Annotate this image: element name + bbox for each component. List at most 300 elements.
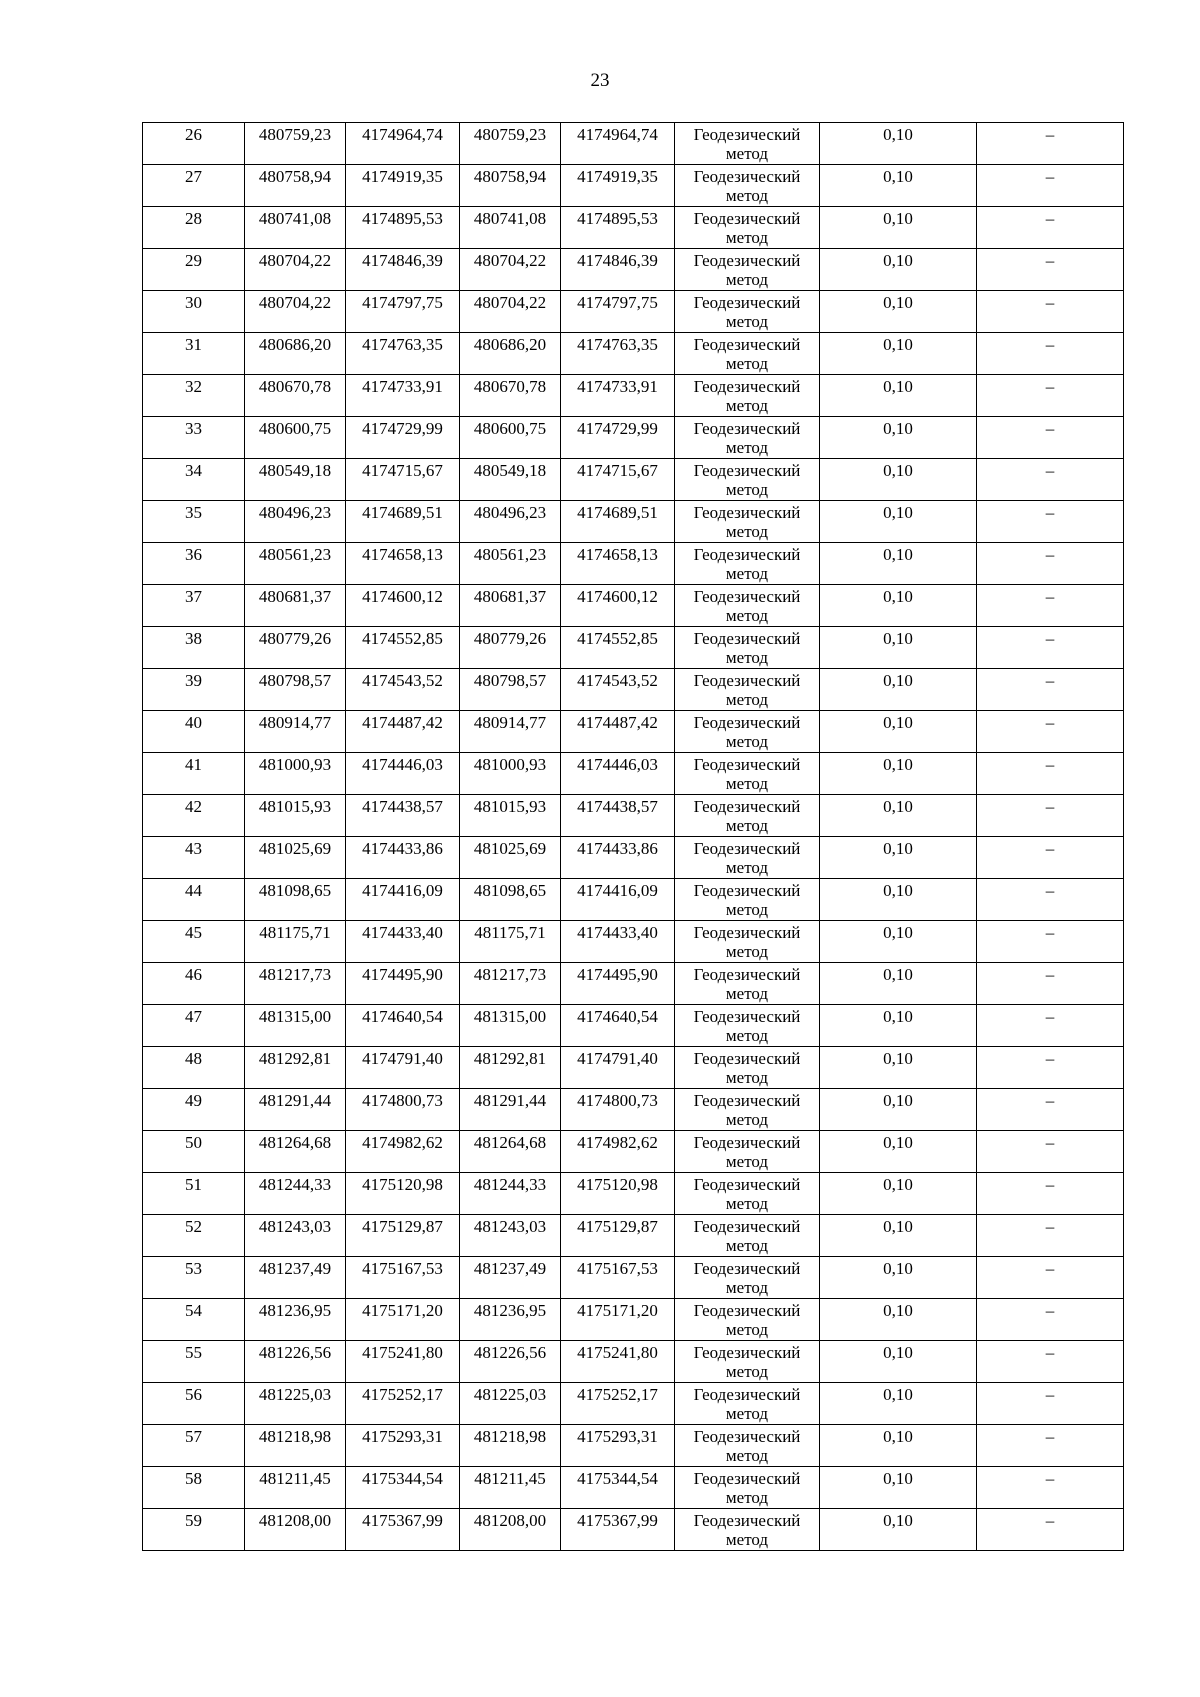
point-number-cell — [143, 1257, 245, 1299]
y-existing-value: 4175120,98 — [362, 1175, 443, 1194]
method-cell — [675, 459, 820, 501]
y-clarified-cell — [561, 543, 675, 585]
point-number-value: 42 — [185, 797, 202, 816]
point-number-value: 28 — [185, 209, 202, 228]
x-clarified-cell — [460, 585, 561, 627]
method-cell — [675, 1425, 820, 1467]
y-existing-cell — [346, 1215, 460, 1257]
y-existing-value: 4174433,86 — [362, 839, 443, 858]
note-cell — [977, 333, 1124, 375]
method-cell — [675, 1047, 820, 1089]
x-existing-cell — [245, 1257, 346, 1299]
x-existing-value: 480561,23 — [258, 545, 332, 564]
x-clarified-cell — [460, 1173, 561, 1215]
accuracy-cell — [820, 795, 977, 837]
y-existing-cell — [346, 501, 460, 543]
method-line-2: метод — [725, 186, 769, 205]
x-existing-value: 480670,78 — [258, 377, 332, 396]
accuracy-cell — [820, 333, 977, 375]
table-body — [143, 123, 1124, 1551]
y-clarified-cell — [561, 417, 675, 459]
y-existing-value: 4174552,85 — [362, 629, 443, 648]
y-clarified-cell — [561, 1383, 675, 1425]
method-cell — [675, 1341, 820, 1383]
point-number-value: 43 — [185, 839, 202, 858]
method-line-2: метод — [725, 648, 769, 667]
method-line-2: метод — [725, 480, 769, 499]
method-line-1: Геодезический — [693, 1385, 801, 1404]
method-line-1: Геодезический — [693, 797, 801, 816]
point-number-cell — [143, 1131, 245, 1173]
x-existing-value: 481211,45 — [259, 1469, 331, 1488]
x-existing-cell — [245, 837, 346, 879]
x-clarified-value: 480496,23 — [473, 503, 547, 522]
accuracy-cell — [820, 1089, 977, 1131]
x-existing-cell — [245, 249, 346, 291]
method-line-1: Геодезический — [693, 335, 801, 354]
note-cell — [977, 543, 1124, 585]
method-line-2: метод — [725, 1152, 769, 1171]
y-clarified-value: 4175129,87 — [577, 1217, 658, 1236]
x-existing-cell — [245, 1215, 346, 1257]
method-line-1: Геодезический — [693, 251, 801, 270]
method-line-2: метод — [725, 354, 769, 373]
method-line-1: Геодезический — [693, 587, 801, 606]
accuracy-value: 0,10 — [883, 965, 913, 984]
y-clarified-value: 4174715,67 — [577, 461, 658, 480]
note-cell — [977, 795, 1124, 837]
y-clarified-cell — [561, 1467, 675, 1509]
method-line-2: метод — [725, 1530, 769, 1549]
x-clarified-value: 481315,00 — [473, 1007, 547, 1026]
x-clarified-cell — [460, 1005, 561, 1047]
accuracy-cell — [820, 249, 977, 291]
x-existing-cell — [245, 1131, 346, 1173]
x-clarified-value: 480758,94 — [473, 167, 547, 186]
x-clarified-value: 481292,81 — [473, 1049, 547, 1068]
table-row — [143, 1131, 1124, 1173]
note-cell — [977, 375, 1124, 417]
method-line-1: Геодезический — [693, 1217, 801, 1236]
accuracy-value: 0,10 — [883, 1301, 913, 1320]
point-number-value: 30 — [185, 293, 202, 312]
note-cell — [977, 207, 1124, 249]
accuracy-cell — [820, 417, 977, 459]
method-line-2: метод — [725, 270, 769, 289]
table-row — [143, 921, 1124, 963]
accuracy-cell — [820, 879, 977, 921]
x-clarified-cell — [460, 333, 561, 375]
accuracy-value: 0,10 — [883, 1217, 913, 1236]
x-clarified-cell — [460, 375, 561, 417]
table-row — [143, 1257, 1124, 1299]
point-number-cell — [143, 1383, 245, 1425]
point-number-cell — [143, 1089, 245, 1131]
x-clarified-value: 481015,93 — [473, 797, 547, 816]
point-number-cell — [143, 543, 245, 585]
accuracy-cell — [820, 963, 977, 1005]
x-existing-cell — [245, 1089, 346, 1131]
x-existing-value: 481217,73 — [258, 965, 332, 984]
y-existing-value: 4174846,39 — [362, 251, 443, 270]
point-number-value: 29 — [185, 251, 202, 270]
x-existing-cell — [245, 459, 346, 501]
point-number-cell — [143, 669, 245, 711]
method-cell — [675, 333, 820, 375]
x-existing-value: 481243,03 — [258, 1217, 332, 1236]
accuracy-value: 0,10 — [883, 1259, 913, 1278]
table-row — [143, 711, 1124, 753]
note-value: – — [1045, 377, 1055, 396]
y-existing-cell — [346, 1173, 460, 1215]
point-number-cell — [143, 585, 245, 627]
y-clarified-value: 4174846,39 — [577, 251, 658, 270]
y-existing-value: 4174800,73 — [362, 1091, 443, 1110]
y-existing-cell — [346, 333, 460, 375]
accuracy-value: 0,10 — [883, 461, 913, 480]
x-clarified-cell — [460, 669, 561, 711]
y-existing-cell — [346, 1257, 460, 1299]
y-clarified-cell — [561, 1425, 675, 1467]
x-clarified-value: 481244,33 — [473, 1175, 547, 1194]
point-number-value: 51 — [185, 1175, 202, 1194]
note-cell — [977, 291, 1124, 333]
table-row — [143, 795, 1124, 837]
method-line-2: метод — [725, 438, 769, 457]
point-number-cell — [143, 1215, 245, 1257]
table-row — [143, 1509, 1124, 1551]
y-clarified-cell — [561, 669, 675, 711]
table-row — [143, 669, 1124, 711]
x-clarified-value: 481000,93 — [473, 755, 547, 774]
x-clarified-cell — [460, 123, 561, 165]
accuracy-value: 0,10 — [883, 1091, 913, 1110]
method-line-1: Геодезический — [693, 1049, 801, 1068]
accuracy-value: 0,10 — [883, 335, 913, 354]
x-clarified-cell — [460, 207, 561, 249]
point-number-value: 45 — [185, 923, 202, 942]
y-existing-cell — [346, 879, 460, 921]
point-number-value: 55 — [185, 1343, 202, 1362]
point-number-value: 36 — [185, 545, 202, 564]
y-existing-value: 4175344,54 — [362, 1469, 443, 1488]
y-existing-cell — [346, 375, 460, 417]
y-clarified-value: 4174895,53 — [577, 209, 658, 228]
note-value: – — [1045, 1427, 1055, 1446]
method-cell — [675, 417, 820, 459]
x-clarified-value: 480741,08 — [473, 209, 547, 228]
accuracy-cell — [820, 711, 977, 753]
method-cell — [675, 669, 820, 711]
note-value: – — [1045, 125, 1055, 144]
x-existing-value: 481025,69 — [258, 839, 332, 858]
point-number-cell — [143, 1005, 245, 1047]
point-number-value: 34 — [185, 461, 202, 480]
x-clarified-cell — [460, 165, 561, 207]
y-clarified-value: 4174433,86 — [577, 839, 658, 858]
x-clarified-value: 480600,75 — [473, 419, 547, 438]
y-existing-cell — [346, 1425, 460, 1467]
x-clarified-value: 481218,98 — [473, 1427, 547, 1446]
note-cell — [977, 627, 1124, 669]
method-line-1: Геодезический — [693, 1091, 801, 1110]
note-value: – — [1045, 1049, 1055, 1068]
y-clarified-value: 4174689,51 — [577, 503, 658, 522]
note-value: – — [1045, 671, 1055, 690]
x-clarified-cell — [460, 1383, 561, 1425]
note-cell — [977, 753, 1124, 795]
y-clarified-cell — [561, 627, 675, 669]
x-existing-cell — [245, 795, 346, 837]
accuracy-value: 0,10 — [883, 797, 913, 816]
method-line-1: Геодезический — [693, 1007, 801, 1026]
point-number-cell — [143, 921, 245, 963]
x-clarified-cell — [460, 1089, 561, 1131]
y-existing-value: 4174433,40 — [362, 923, 443, 942]
note-value: – — [1045, 1091, 1055, 1110]
x-existing-value: 481315,00 — [258, 1007, 332, 1026]
x-existing-value: 480759,23 — [258, 125, 332, 144]
x-clarified-value: 481243,03 — [473, 1217, 547, 1236]
note-cell — [977, 1383, 1124, 1425]
accuracy-value: 0,10 — [883, 1175, 913, 1194]
y-existing-value: 4175293,31 — [362, 1427, 443, 1446]
x-existing-value: 480600,75 — [258, 419, 332, 438]
x-existing-cell — [245, 543, 346, 585]
accuracy-cell — [820, 543, 977, 585]
accuracy-cell — [820, 291, 977, 333]
x-clarified-value: 481237,49 — [473, 1259, 547, 1278]
method-cell — [675, 1509, 820, 1551]
x-clarified-value: 480686,20 — [473, 335, 547, 354]
method-line-1: Геодезический — [693, 1133, 801, 1152]
y-clarified-value: 4174433,40 — [577, 923, 658, 942]
x-existing-value: 480686,20 — [258, 335, 332, 354]
note-cell — [977, 165, 1124, 207]
y-clarified-cell — [561, 459, 675, 501]
table-row — [143, 375, 1124, 417]
accuracy-value: 0,10 — [883, 923, 913, 942]
accuracy-value: 0,10 — [883, 503, 913, 522]
y-clarified-cell — [561, 963, 675, 1005]
method-line-1: Геодезический — [693, 1511, 801, 1530]
method-cell — [675, 837, 820, 879]
x-existing-cell — [245, 1467, 346, 1509]
x-clarified-cell — [460, 1299, 561, 1341]
x-clarified-cell — [460, 1131, 561, 1173]
method-cell — [675, 1383, 820, 1425]
note-cell — [977, 921, 1124, 963]
y-clarified-value: 4174552,85 — [577, 629, 658, 648]
accuracy-value: 0,10 — [883, 755, 913, 774]
x-existing-cell — [245, 333, 346, 375]
x-clarified-value: 481226,56 — [473, 1343, 547, 1362]
x-clarified-value: 481264,68 — [473, 1133, 547, 1152]
y-clarified-cell — [561, 837, 675, 879]
method-line-1: Геодезический — [693, 1259, 801, 1278]
x-clarified-cell — [460, 1341, 561, 1383]
method-line-1: Геодезический — [693, 209, 801, 228]
x-existing-value: 480549,18 — [258, 461, 332, 480]
x-clarified-cell — [460, 1257, 561, 1299]
table-row — [143, 1047, 1124, 1089]
y-clarified-value: 4174982,62 — [577, 1133, 658, 1152]
y-existing-cell — [346, 837, 460, 879]
method-cell — [675, 1131, 820, 1173]
y-existing-value: 4174689,51 — [362, 503, 443, 522]
point-number-cell — [143, 1173, 245, 1215]
method-line-1: Геодезический — [693, 839, 801, 858]
y-clarified-cell — [561, 1257, 675, 1299]
accuracy-value: 0,10 — [883, 1007, 913, 1026]
y-clarified-cell — [561, 879, 675, 921]
y-existing-cell — [346, 795, 460, 837]
x-clarified-cell — [460, 879, 561, 921]
method-line-2: метод — [725, 732, 769, 751]
y-clarified-cell — [561, 1089, 675, 1131]
y-existing-cell — [346, 1383, 460, 1425]
method-line-2: метод — [725, 1362, 769, 1381]
note-value: – — [1045, 1175, 1055, 1194]
point-number-value: 35 — [185, 503, 202, 522]
method-cell — [675, 1005, 820, 1047]
method-line-2: метод — [725, 942, 769, 961]
x-existing-cell — [245, 375, 346, 417]
table-row — [143, 543, 1124, 585]
x-existing-value: 481098,65 — [258, 881, 332, 900]
method-line-2: метод — [725, 1236, 769, 1255]
x-clarified-value: 481175,71 — [474, 923, 546, 942]
x-existing-cell — [245, 417, 346, 459]
x-existing-value: 480681,37 — [258, 587, 332, 606]
x-existing-cell — [245, 1299, 346, 1341]
table-row — [143, 1341, 1124, 1383]
accuracy-cell — [820, 837, 977, 879]
table-row — [143, 627, 1124, 669]
x-clarified-value: 480914,77 — [473, 713, 547, 732]
y-existing-cell — [346, 207, 460, 249]
x-clarified-value: 480681,37 — [473, 587, 547, 606]
method-cell — [675, 1299, 820, 1341]
x-clarified-cell — [460, 291, 561, 333]
x-clarified-value: 480759,23 — [473, 125, 547, 144]
note-cell — [977, 1047, 1124, 1089]
y-clarified-value: 4175367,99 — [577, 1511, 658, 1530]
accuracy-value: 0,10 — [883, 209, 913, 228]
note-value: – — [1045, 1469, 1055, 1488]
accuracy-value: 0,10 — [883, 671, 913, 690]
accuracy-cell — [820, 627, 977, 669]
point-number-cell — [143, 207, 245, 249]
method-line-2: метод — [725, 396, 769, 415]
accuracy-value: 0,10 — [883, 377, 913, 396]
method-line-2: метод — [725, 228, 769, 247]
note-cell — [977, 1257, 1124, 1299]
x-clarified-value: 480798,57 — [473, 671, 547, 690]
y-existing-cell — [346, 921, 460, 963]
x-existing-cell — [245, 501, 346, 543]
x-existing-value: 480704,22 — [258, 293, 332, 312]
point-number-cell — [143, 837, 245, 879]
x-clarified-cell — [460, 837, 561, 879]
y-existing-value: 4174919,35 — [362, 167, 443, 186]
x-existing-value: 481292,81 — [258, 1049, 332, 1068]
x-clarified-value: 481208,00 — [473, 1511, 547, 1530]
note-value: – — [1045, 1007, 1055, 1026]
table-row — [143, 333, 1124, 375]
y-existing-value: 4174438,57 — [362, 797, 443, 816]
x-clarified-cell — [460, 921, 561, 963]
accuracy-value: 0,10 — [883, 545, 913, 564]
method-line-2: метод — [725, 522, 769, 541]
y-existing-value: 4174715,67 — [362, 461, 443, 480]
y-clarified-cell — [561, 1131, 675, 1173]
accuracy-value: 0,10 — [883, 1469, 913, 1488]
y-existing-value: 4174416,09 — [362, 881, 443, 900]
y-clarified-value: 4174446,03 — [577, 755, 658, 774]
method-cell — [675, 627, 820, 669]
y-existing-cell — [346, 1467, 460, 1509]
method-line-1: Геодезический — [693, 503, 801, 522]
note-value: – — [1045, 1343, 1055, 1362]
method-cell — [675, 1215, 820, 1257]
coordinates-table — [142, 122, 1124, 1551]
y-existing-cell — [346, 459, 460, 501]
point-number-cell — [143, 879, 245, 921]
table-row — [143, 249, 1124, 291]
accuracy-cell — [820, 165, 977, 207]
y-existing-cell — [346, 711, 460, 753]
y-existing-value: 4174797,75 — [362, 293, 443, 312]
method-line-1: Геодезический — [693, 1469, 801, 1488]
x-existing-cell — [245, 711, 346, 753]
point-number-cell — [143, 501, 245, 543]
note-cell — [977, 669, 1124, 711]
method-cell — [675, 165, 820, 207]
y-existing-value: 4174495,90 — [362, 965, 443, 984]
method-cell — [675, 291, 820, 333]
x-existing-cell — [245, 207, 346, 249]
x-existing-value: 481237,49 — [258, 1259, 332, 1278]
x-existing-cell — [245, 627, 346, 669]
method-line-2: метод — [725, 1194, 769, 1213]
y-existing-value: 4175171,20 — [362, 1301, 443, 1320]
method-line-2: метод — [725, 312, 769, 331]
accuracy-value: 0,10 — [883, 881, 913, 900]
y-existing-cell — [346, 1047, 460, 1089]
y-existing-value: 4175167,53 — [362, 1259, 443, 1278]
note-cell — [977, 1173, 1124, 1215]
method-line-2: метод — [725, 144, 769, 163]
y-clarified-cell — [561, 333, 675, 375]
point-number-cell — [143, 165, 245, 207]
x-existing-value: 481000,93 — [258, 755, 332, 774]
point-number-cell — [143, 711, 245, 753]
method-line-2: метод — [725, 900, 769, 919]
point-number-cell — [143, 795, 245, 837]
method-cell — [675, 207, 820, 249]
method-line-1: Геодезический — [693, 965, 801, 984]
note-cell — [977, 501, 1124, 543]
y-clarified-cell — [561, 1509, 675, 1551]
y-clarified-cell — [561, 375, 675, 417]
accuracy-cell — [820, 207, 977, 249]
note-value: – — [1045, 419, 1055, 438]
y-clarified-value: 4174919,35 — [577, 167, 658, 186]
accuracy-cell — [820, 1341, 977, 1383]
accuracy-value: 0,10 — [883, 251, 913, 270]
point-number-value: 31 — [185, 335, 202, 354]
